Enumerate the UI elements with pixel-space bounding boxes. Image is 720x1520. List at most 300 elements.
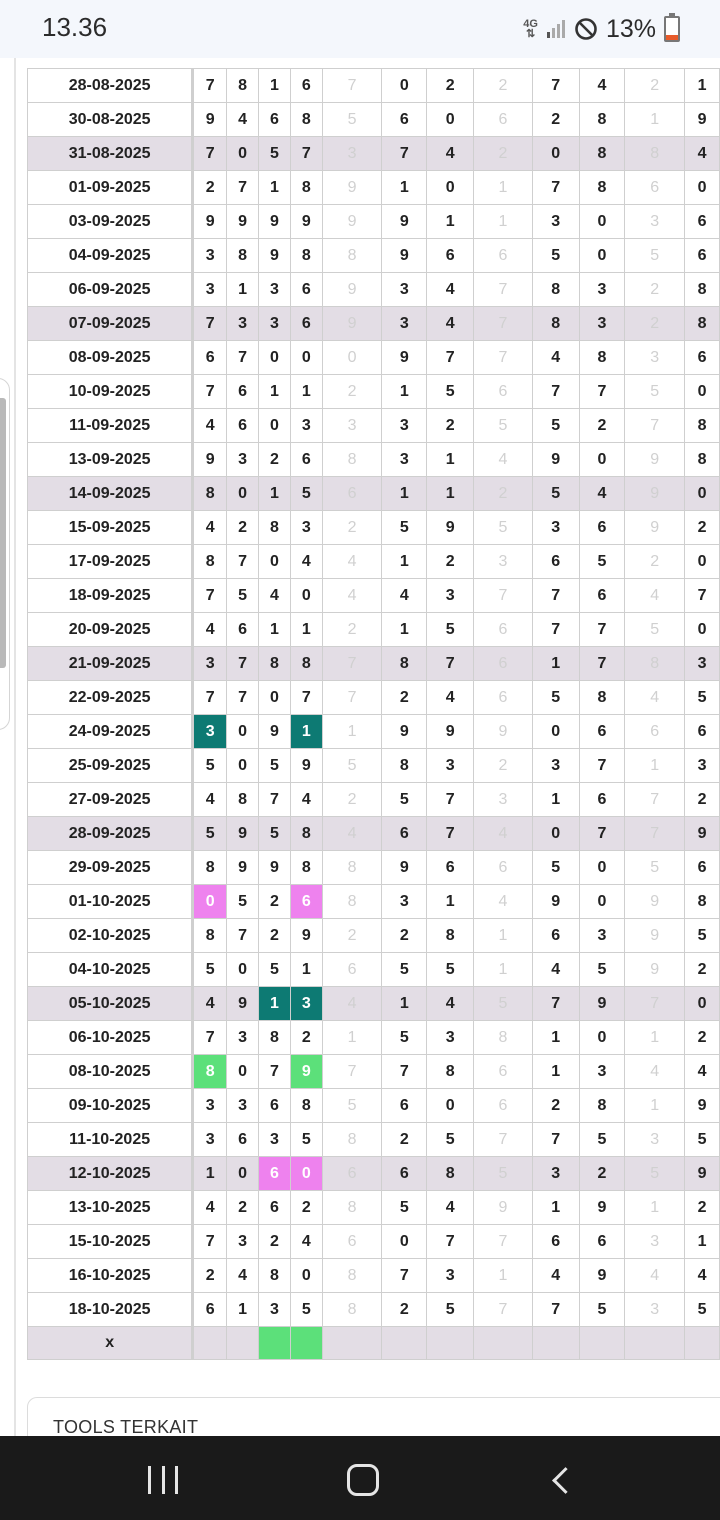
digit-cell: 7 — [227, 171, 259, 205]
digit-cell: 0 — [427, 171, 474, 205]
digit-cell: 9 — [322, 171, 382, 205]
digit-cell: 5 — [532, 239, 579, 273]
digit-cell: 8 — [290, 1089, 322, 1123]
table-row — [28, 783, 720, 817]
digit-cell: 4 — [474, 885, 533, 919]
digit-cell: 4 — [532, 953, 579, 987]
navigation-bar — [0, 1436, 720, 1520]
digit-cell: 5 — [579, 545, 625, 579]
digit-cell: 8 — [193, 1055, 227, 1089]
battery-icon — [664, 16, 680, 42]
digit-cell: 3 — [259, 1293, 291, 1327]
digit-cell: 3 — [290, 987, 322, 1021]
digit-cell: 3 — [193, 239, 227, 273]
table-row — [28, 749, 720, 783]
digit-cell: 6 — [322, 477, 382, 511]
digit-cell: 9 — [685, 1157, 720, 1191]
digit-cell: 3 — [474, 783, 533, 817]
digit-cell: 7 — [322, 69, 382, 103]
network-type-label: 4G — [523, 18, 538, 30]
digit-cell: 8 — [227, 783, 259, 817]
digit-cell: 1 — [625, 103, 685, 137]
date-cell: 06-09-2025 — [28, 273, 193, 307]
network-type-icon: 4G ⇅ — [523, 18, 538, 40]
digit-cell: 0 — [579, 205, 625, 239]
digit-cell: 8 — [193, 851, 227, 885]
digit-cell: 9 — [290, 919, 322, 953]
digit-cell: 6 — [474, 613, 533, 647]
digit-cell: 7 — [532, 579, 579, 613]
digit-cell: 0 — [427, 103, 474, 137]
digit-cell: 6 — [579, 783, 625, 817]
digit-cell: 9 — [193, 103, 227, 137]
digit-cell: 3 — [322, 409, 382, 443]
date-cell: 05-10-2025 — [28, 987, 193, 1021]
digit-cell: 6 — [290, 443, 322, 477]
digit-cell: 3 — [193, 715, 227, 749]
digit-cell: 1 — [474, 171, 533, 205]
digit-cell: 2 — [259, 443, 291, 477]
digit-cell: 4 — [427, 137, 474, 171]
digit-cell: 5 — [532, 681, 579, 715]
date-cell: 10-09-2025 — [28, 375, 193, 409]
digit-cell: 6 — [579, 579, 625, 613]
digit-cell: 8 — [193, 545, 227, 579]
summary-cell — [193, 1327, 227, 1360]
digit-cell: 3 — [532, 511, 579, 545]
digit-cell: 1 — [625, 1089, 685, 1123]
digit-cell: 2 — [685, 1191, 720, 1225]
digit-cell: 3 — [227, 1021, 259, 1055]
digit-cell: 5 — [290, 1293, 322, 1327]
digit-cell: 7 — [532, 171, 579, 205]
digit-cell: 5 — [290, 477, 322, 511]
summary-cell — [579, 1327, 625, 1360]
status-icons — [523, 12, 680, 46]
table-row — [28, 1021, 720, 1055]
digit-cell: 6 — [193, 341, 227, 375]
date-cell: 17-09-2025 — [28, 545, 193, 579]
digit-cell: 6 — [290, 273, 322, 307]
digit-cell: 0 — [685, 987, 720, 1021]
digit-cell: 9 — [382, 341, 427, 375]
digit-cell: 3 — [427, 749, 474, 783]
digit-cell: 8 — [579, 1089, 625, 1123]
digit-cell: 6 — [227, 613, 259, 647]
digit-cell: 9 — [290, 749, 322, 783]
digit-cell: 1 — [259, 375, 291, 409]
digit-cell: 8 — [579, 137, 625, 171]
table-row — [28, 205, 720, 239]
digit-cell: 1 — [625, 1021, 685, 1055]
table-row — [28, 307, 720, 341]
digit-cell: 2 — [290, 1191, 322, 1225]
digit-cell: 7 — [579, 749, 625, 783]
digit-cell: 6 — [382, 1089, 427, 1123]
digit-cell: 4 — [193, 1191, 227, 1225]
digit-cell: 3 — [193, 1089, 227, 1123]
digit-cell: 7 — [193, 681, 227, 715]
summary-cell — [685, 1327, 720, 1360]
related-tools-card[interactable] — [27, 1397, 720, 1436]
digit-cell: 7 — [193, 137, 227, 171]
digit-cell: 5 — [625, 851, 685, 885]
digit-cell: 5 — [579, 1123, 625, 1157]
digit-cell: 2 — [382, 1293, 427, 1327]
digit-cell: 6 — [474, 103, 533, 137]
digit-cell: 4 — [193, 987, 227, 1021]
digit-cell: 2 — [625, 273, 685, 307]
digit-cell: 5 — [532, 409, 579, 443]
digit-cell: 7 — [193, 1021, 227, 1055]
digit-cell: 9 — [227, 205, 259, 239]
status-time: 13.36 — [42, 12, 108, 42]
digit-cell: 6 — [579, 511, 625, 545]
digit-cell: 5 — [474, 987, 533, 1021]
date-cell: 31-08-2025 — [28, 137, 193, 171]
digit-cell: 7 — [322, 1055, 382, 1089]
digit-cell: 7 — [625, 817, 685, 851]
digit-cell: 8 — [685, 885, 720, 919]
digit-cell: 9 — [259, 239, 291, 273]
digit-cell: 6 — [474, 1055, 533, 1089]
digit-cell: 9 — [382, 851, 427, 885]
digit-cell: 2 — [193, 171, 227, 205]
digit-cell: 1 — [382, 613, 427, 647]
digit-cell: 3 — [382, 409, 427, 443]
digit-cell: 2 — [474, 477, 533, 511]
digit-cell: 4 — [193, 783, 227, 817]
digit-cell: 4 — [625, 579, 685, 613]
digit-cell: 1 — [259, 477, 291, 511]
table-row — [28, 885, 720, 919]
digit-cell: 5 — [625, 613, 685, 647]
digit-cell: 3 — [685, 647, 720, 681]
digit-cell: 0 — [532, 137, 579, 171]
digit-cell: 8 — [259, 1021, 291, 1055]
digit-cell: 4 — [427, 987, 474, 1021]
digit-cell: 0 — [685, 613, 720, 647]
digit-cell: 2 — [193, 1259, 227, 1293]
digit-cell: 4 — [685, 1259, 720, 1293]
table-row — [28, 1293, 720, 1327]
digit-cell: 6 — [227, 375, 259, 409]
digit-cell: 7 — [625, 409, 685, 443]
digit-cell: 8 — [685, 409, 720, 443]
date-cell: 07-09-2025 — [28, 307, 193, 341]
digit-cell: 3 — [579, 919, 625, 953]
results-table — [27, 68, 720, 1360]
digit-cell: 8 — [579, 103, 625, 137]
digit-cell: 5 — [685, 1293, 720, 1327]
digit-cell: 5 — [685, 681, 720, 715]
digit-cell: 1 — [474, 953, 533, 987]
digit-cell: 6 — [474, 375, 533, 409]
digit-cell: 7 — [427, 783, 474, 817]
back-icon[interactable] — [552, 1467, 579, 1494]
home-icon[interactable] — [347, 1464, 379, 1496]
date-cell: 08-09-2025 — [28, 341, 193, 375]
digit-cell: 4 — [625, 1259, 685, 1293]
digit-cell: 4 — [474, 443, 533, 477]
page-content[interactable] — [0, 58, 720, 1436]
digit-cell: 2 — [427, 69, 474, 103]
digit-cell: 2 — [532, 1089, 579, 1123]
digit-cell: 8 — [625, 137, 685, 171]
digit-cell: 8 — [322, 1293, 382, 1327]
date-cell: 25-09-2025 — [28, 749, 193, 783]
digit-cell: 1 — [259, 69, 291, 103]
digit-cell: 0 — [290, 341, 322, 375]
date-cell: 11-10-2025 — [28, 1123, 193, 1157]
date-cell: 18-09-2025 — [28, 579, 193, 613]
digit-cell: 9 — [290, 205, 322, 239]
digit-cell: 7 — [474, 341, 533, 375]
digit-cell: 4 — [227, 103, 259, 137]
digit-cell: 2 — [474, 749, 533, 783]
digit-cell: 0 — [193, 885, 227, 919]
digit-cell: 5 — [382, 783, 427, 817]
digit-cell: 9 — [193, 443, 227, 477]
digit-cell: 7 — [474, 1123, 533, 1157]
do-not-disturb-icon — [574, 17, 598, 41]
digit-cell: 7 — [259, 1055, 291, 1089]
related-tools-title: TOOLS TERKAIT — [53, 1417, 199, 1436]
date-cell: 04-09-2025 — [28, 239, 193, 273]
date-cell: 22-09-2025 — [28, 681, 193, 715]
digit-cell: 1 — [474, 919, 533, 953]
digit-cell: 0 — [685, 171, 720, 205]
digit-cell: 2 — [532, 103, 579, 137]
date-cell: 13-09-2025 — [28, 443, 193, 477]
summary-cell — [427, 1327, 474, 1360]
digit-cell: 9 — [322, 205, 382, 239]
digit-cell: 1 — [259, 613, 291, 647]
digit-cell: 7 — [259, 783, 291, 817]
digit-cell: 0 — [227, 137, 259, 171]
digit-cell: 4 — [322, 987, 382, 1021]
digit-cell: 6 — [259, 1191, 291, 1225]
digit-cell: 7 — [382, 1259, 427, 1293]
digit-cell: 6 — [382, 103, 427, 137]
digit-cell: 4 — [427, 273, 474, 307]
digit-cell: 7 — [227, 681, 259, 715]
digit-cell: 0 — [579, 851, 625, 885]
digit-cell: 5 — [290, 1123, 322, 1157]
digit-cell: 8 — [322, 885, 382, 919]
digit-cell: 4 — [290, 1225, 322, 1259]
status-bar — [0, 0, 720, 58]
digit-cell: 7 — [532, 1123, 579, 1157]
digit-cell: 5 — [382, 1021, 427, 1055]
date-cell: 20-09-2025 — [28, 613, 193, 647]
battery-percent: 13% — [605, 14, 656, 43]
summary-cell — [227, 1327, 259, 1360]
table-row — [28, 647, 720, 681]
digit-cell: 8 — [579, 681, 625, 715]
date-cell: 02-10-2025 — [28, 919, 193, 953]
digit-cell: 5 — [193, 817, 227, 851]
date-cell: 09-10-2025 — [28, 1089, 193, 1123]
digit-cell: 9 — [579, 987, 625, 1021]
digit-cell: 8 — [290, 171, 322, 205]
digit-cell: 4 — [427, 681, 474, 715]
digit-cell: 2 — [685, 511, 720, 545]
digit-cell: 9 — [685, 1089, 720, 1123]
date-cell: 08-10-2025 — [28, 1055, 193, 1089]
date-cell: 04-10-2025 — [28, 953, 193, 987]
digit-cell: 7 — [474, 579, 533, 613]
table-row — [28, 137, 720, 171]
digit-cell: 4 — [322, 579, 382, 613]
digit-cell: 7 — [227, 919, 259, 953]
digit-cell: 3 — [532, 205, 579, 239]
digit-cell: 1 — [532, 1021, 579, 1055]
digit-cell: 1 — [322, 1021, 382, 1055]
table-row — [28, 545, 720, 579]
table-row — [28, 1259, 720, 1293]
date-cell: 28-09-2025 — [28, 817, 193, 851]
digit-cell: 7 — [579, 647, 625, 681]
digit-cell: 1 — [193, 1157, 227, 1191]
table-row — [28, 1123, 720, 1157]
digit-cell: 2 — [474, 137, 533, 171]
summary-cell — [625, 1327, 685, 1360]
digit-cell: 7 — [193, 1225, 227, 1259]
digit-cell: 4 — [474, 817, 533, 851]
digit-cell: 4 — [532, 341, 579, 375]
digit-cell: 8 — [193, 477, 227, 511]
results-table-body — [28, 69, 720, 1360]
table-row — [28, 1157, 720, 1191]
recents-icon[interactable] — [148, 1466, 178, 1494]
digit-cell: 8 — [579, 171, 625, 205]
digit-cell: 9 — [625, 511, 685, 545]
digit-cell: 1 — [474, 205, 533, 239]
table-row — [28, 1089, 720, 1123]
digit-cell: 6 — [259, 1157, 291, 1191]
digit-cell: 9 — [427, 715, 474, 749]
digit-cell: 6 — [625, 171, 685, 205]
digit-cell: 5 — [427, 953, 474, 987]
table-row — [28, 817, 720, 851]
digit-cell: 6 — [685, 205, 720, 239]
digit-cell: 0 — [227, 477, 259, 511]
digit-cell: 1 — [259, 987, 291, 1021]
date-cell: 16-10-2025 — [28, 1259, 193, 1293]
digit-cell: 3 — [227, 1089, 259, 1123]
digit-cell: 5 — [322, 1089, 382, 1123]
digit-cell: 7 — [193, 69, 227, 103]
table-row — [28, 953, 720, 987]
digit-cell: 2 — [259, 1225, 291, 1259]
digit-cell: 1 — [290, 375, 322, 409]
digit-cell: 2 — [685, 1021, 720, 1055]
digit-cell: 6 — [579, 715, 625, 749]
digit-cell: 3 — [579, 273, 625, 307]
digit-cell: 7 — [290, 137, 322, 171]
digit-cell: 7 — [290, 681, 322, 715]
digit-cell: 8 — [579, 341, 625, 375]
digit-cell: 7 — [322, 681, 382, 715]
digit-cell: 1 — [532, 783, 579, 817]
digit-cell: 1 — [532, 1191, 579, 1225]
digit-cell: 7 — [193, 307, 227, 341]
digit-cell: 7 — [532, 69, 579, 103]
digit-cell: 9 — [685, 103, 720, 137]
digit-cell: 3 — [427, 1259, 474, 1293]
digit-cell: 3 — [227, 307, 259, 341]
digit-cell: 5 — [579, 1293, 625, 1327]
digit-cell: 7 — [532, 1293, 579, 1327]
table-row — [28, 579, 720, 613]
digit-cell: 0 — [259, 681, 291, 715]
table-row — [28, 1055, 720, 1089]
digit-cell: 3 — [625, 205, 685, 239]
digit-cell: 0 — [227, 1157, 259, 1191]
digit-cell: 7 — [474, 273, 533, 307]
digit-cell: 8 — [193, 919, 227, 953]
digit-cell: 9 — [322, 273, 382, 307]
digit-cell: 2 — [685, 783, 720, 817]
digit-cell: 8 — [382, 647, 427, 681]
digit-cell: 8 — [427, 919, 474, 953]
digit-cell: 1 — [382, 171, 427, 205]
digit-cell: 7 — [427, 817, 474, 851]
digit-cell: 8 — [427, 1055, 474, 1089]
digit-cell: 5 — [382, 511, 427, 545]
digit-cell: 8 — [322, 1259, 382, 1293]
digit-cell: 9 — [625, 443, 685, 477]
digit-cell: 4 — [290, 783, 322, 817]
digit-cell: 5 — [193, 749, 227, 783]
summary-cell — [259, 1327, 291, 1360]
digit-cell: 4 — [382, 579, 427, 613]
digit-cell: 9 — [625, 477, 685, 511]
digit-cell: 2 — [382, 681, 427, 715]
digit-cell: 6 — [474, 1089, 533, 1123]
digit-cell: 9 — [227, 851, 259, 885]
digit-cell: 1 — [382, 375, 427, 409]
summary-cell — [290, 1327, 322, 1360]
digit-cell: 8 — [290, 239, 322, 273]
digit-cell: 7 — [427, 341, 474, 375]
table-row — [28, 69, 720, 103]
digit-cell: 1 — [532, 1055, 579, 1089]
digit-cell: 0 — [227, 715, 259, 749]
digit-cell: 0 — [259, 341, 291, 375]
date-cell: 24-09-2025 — [28, 715, 193, 749]
digit-cell: 7 — [227, 647, 259, 681]
date-cell: 14-09-2025 — [28, 477, 193, 511]
digit-cell: 8 — [322, 851, 382, 885]
digit-cell: 6 — [474, 239, 533, 273]
summary-row — [28, 1327, 720, 1360]
scrollbar[interactable] — [0, 398, 6, 668]
digit-cell: 3 — [382, 885, 427, 919]
digit-cell: 1 — [322, 715, 382, 749]
table-row — [28, 341, 720, 375]
date-cell: 03-09-2025 — [28, 205, 193, 239]
digit-cell: 0 — [427, 1089, 474, 1123]
digit-cell: 5 — [427, 1293, 474, 1327]
digit-cell: 1 — [227, 273, 259, 307]
digit-cell: 2 — [227, 511, 259, 545]
digit-cell: 6 — [474, 647, 533, 681]
digit-cell: 6 — [227, 1123, 259, 1157]
digit-cell: 0 — [579, 885, 625, 919]
digit-cell: 6 — [290, 307, 322, 341]
